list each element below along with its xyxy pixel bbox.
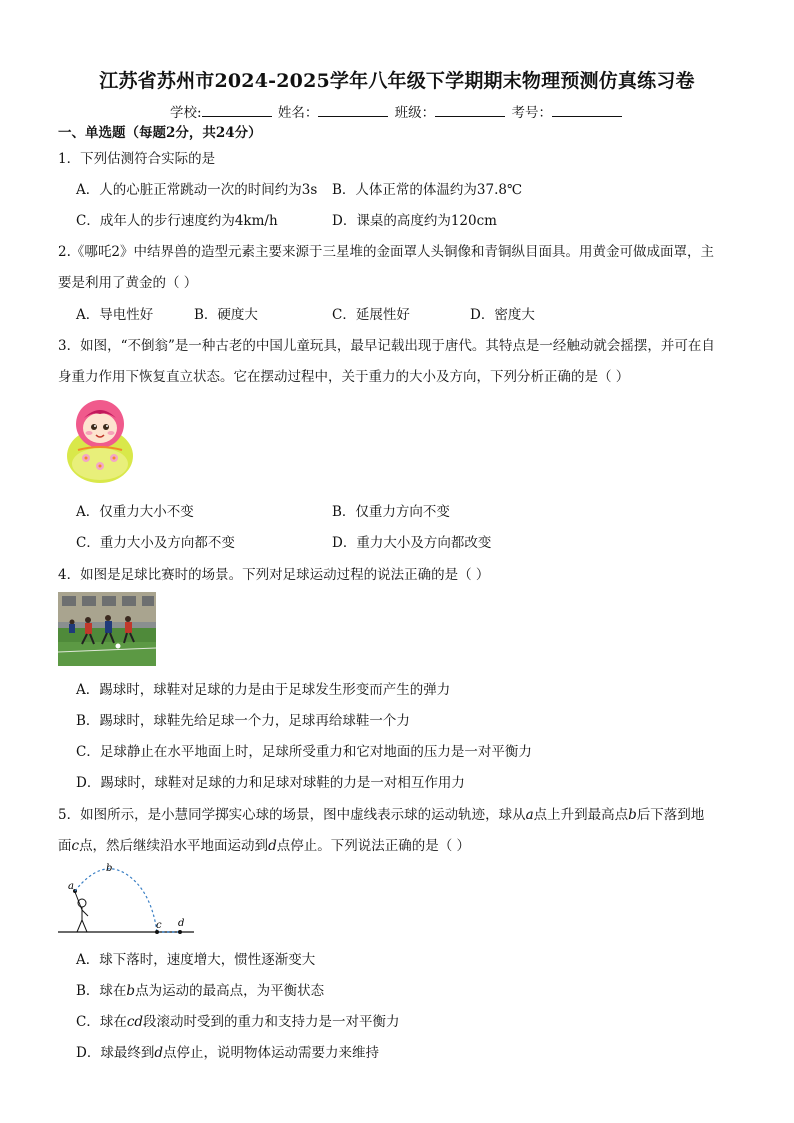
q5-option-c[interactable]: [76, 1010, 400, 1030]
q1-stem: 1．下列估测符合实际的是: [58, 151, 216, 167]
class-blank[interactable]: [435, 104, 505, 117]
trajectory-path: [75, 869, 157, 932]
q3-stem-line1: 3．如图，“不倒翁”是一种古老的中国儿童玩具，最早记载出现于唐代。其特点是一经触动就会摇摆，并可在自: [58, 338, 715, 354]
q5-option-d-text: D．球最终到: [76, 1045, 155, 1061]
q5-option-d-text: 点停止，说明物体运动需要力来维持: [162, 1045, 379, 1061]
q5-option-c-text: 段滚动时受到的重力和支持力是一对平衡力: [143, 1014, 400, 1030]
q5-option-d[interactable]: [76, 1041, 379, 1061]
name-label: 姓名：: [277, 105, 319, 121]
q4-option-c[interactable]: C．足球静止在水平地面上时，足球所受重力和它对地面的压力是一对平衡力: [76, 744, 532, 760]
q5-option-d-var: d: [154, 1045, 163, 1061]
student-info-line: [0, 101, 794, 121]
section-heading: 一、单选题（每题2分，共24分）: [58, 125, 262, 141]
q3-option-b[interactable]: B．仅重力方向不变: [332, 504, 450, 520]
label-c: c: [156, 920, 162, 931]
q2-stem-line1: 2.《哪吒2》中结界兽的造型元素主要来源于三星堆的金面罩人头铜像和青铜纵目面具。用黄金可做成面罩，主: [58, 244, 714, 260]
q5-option-c-text: C．球在: [76, 1014, 127, 1030]
school-label: 学校:: [170, 105, 202, 121]
q1-option-b[interactable]: B．人体正常的体温约为37.8℃: [332, 182, 523, 198]
school-blank[interactable]: [202, 104, 272, 117]
exam-no-blank[interactable]: [552, 104, 622, 117]
q5-stem-text: 点，然后继续沿水平地面运动到: [79, 838, 269, 854]
q1-option-a[interactable]: A．人的心脏正常跳动一次的时间约为3s: [76, 182, 318, 198]
q1-option-d[interactable]: D．课桌的高度约为120cm: [332, 213, 497, 229]
q5-var-d: d: [268, 838, 277, 854]
q3-stem-line2: 身重力作用下恢复直立状态。它在摆动过程中，关于重力的大小及方向，下列分析正确的是（ ）: [58, 369, 630, 385]
q5-option-c-var: cd: [126, 1014, 144, 1030]
q5-var-b: b: [628, 807, 637, 823]
q2-option-c[interactable]: C．延展性好: [332, 307, 410, 323]
q2-stem-line2: 要是利用了黄金的（ ）: [58, 275, 198, 291]
q2-option-a[interactable]: A．导电性好: [76, 307, 154, 323]
q2-option-b[interactable]: B．硬度大: [194, 307, 258, 323]
label-b: b: [106, 863, 113, 874]
q3-option-a[interactable]: A．仅重力大小不变: [76, 504, 194, 520]
soccer-scene-image: [58, 592, 156, 666]
q5-var-c: c: [71, 838, 80, 854]
q5-stem-text: 点停止。下列说法正确的是（ ）: [276, 838, 471, 854]
thrower-arm: [75, 892, 82, 910]
thrower-leg: [77, 920, 82, 932]
q5-stem-text: 点上升到最高点: [533, 807, 629, 823]
q5-stem-text: 后下落到地: [636, 807, 705, 823]
q4-stem: 4．如图是足球比赛时的场景。下列对足球运动过程的说法正确的是（ ）: [58, 567, 490, 583]
tumbler-doll-image: [64, 396, 136, 484]
q4-option-b[interactable]: B．踢球时，球鞋先给足球一个力，足球再给球鞋一个力: [76, 713, 410, 729]
q5-stem-text: 面: [58, 838, 72, 854]
q5-stem-line1: [58, 803, 704, 823]
q5-option-b[interactable]: [76, 979, 324, 999]
label-d: d: [178, 918, 185, 929]
q4-option-a[interactable]: A．踢球时，球鞋对足球的力是由于足球发生形变而产生的弹力: [76, 682, 451, 698]
q5-option-b-text: 点为运动的最高点，为平衡状态: [135, 983, 325, 999]
q3-option-c[interactable]: C．重力大小及方向都不变: [76, 535, 235, 551]
q2-option-d[interactable]: D．密度大: [470, 307, 535, 323]
ball-trajectory-figure: [56, 860, 196, 936]
class-label: 班级：: [394, 105, 436, 121]
label-a: a: [68, 881, 74, 892]
q5-option-b-text: B．球在: [76, 983, 127, 999]
q3-option-d[interactable]: D．重力大小及方向都改变: [332, 535, 492, 551]
q5-option-b-var: b: [126, 983, 136, 999]
q5-var-a: a: [525, 807, 534, 823]
page-title: 江苏省苏州市2024-2025学年八年级下学期期末物理预测仿真练习卷: [99, 70, 695, 92]
point-d: [178, 930, 182, 934]
q4-option-d[interactable]: D．踢球时，球鞋对足球的力和足球对球鞋的力是一对相互作用力: [76, 775, 465, 791]
q5-stem-text: 5．如图所示，是小慧同学掷实心球的场景，图中虚线表示球的运动轨迹，球从: [58, 807, 526, 823]
q5-option-a[interactable]: A．球下落时，速度增大，惯性逐渐变大: [76, 952, 316, 968]
exam-no-label: 考号：: [511, 105, 552, 121]
name-blank[interactable]: [318, 104, 388, 117]
q5-stem-line2: [58, 834, 470, 854]
q1-option-c[interactable]: C．成年人的步行速度约为4km/h: [76, 213, 278, 229]
